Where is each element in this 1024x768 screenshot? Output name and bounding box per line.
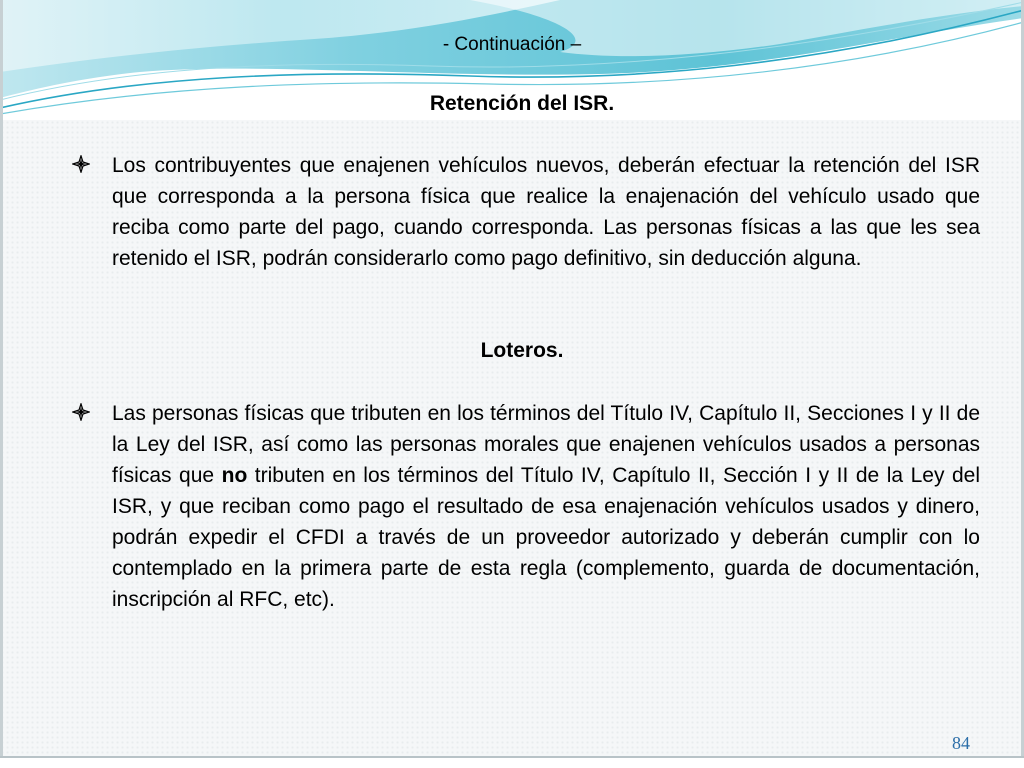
section-heading-retencion: Retención del ISR. [429, 92, 615, 115]
bullet-text-part: Las personas físicas que tributen en los términos del Título IV, Capítulo II, Secciones I y II de la Ley del ISR, así como las personas morales que enajenen vehículos usados a personas físicas que [112, 402, 980, 487]
bullet-text: Los contribuyentes que enajenen vehículos nuevos, deberán efectuar la retención del ISR que corresponda a la persona física que realice la enajenación del vehículo usado que reciba como parte del pago, cuando corresponda. Las personas físicas a las que les sea retenido el ISR, podrán considerarlo como pago definitivo, sin deducción alguna. [112, 154, 980, 270]
bullet-text-bold: no [221, 464, 248, 487]
frame-bottom-strip [0, 758, 1024, 768]
bullet-text-part: tributen en los términos del Título IV, Capítulo II, Sección I y II de la Ley del ISR, y que reciban como pago el resultado de esa enajenación vehículos usados y dinero, podrán expedir el CFDI a través de un proveedor autorizado y deberán cumplir con lo contemplado en la primera parte de esta regla (complemento, guarda de documentación, inscripción al RFC, etc). [112, 464, 980, 611]
section-heading-loteros: Loteros. [480, 339, 564, 362]
diamond-bullet-icon [72, 155, 90, 173]
bullet-item-loteros [72, 398, 980, 615]
page-number: 84 [952, 733, 970, 753]
diamond-bullet-icon [72, 403, 90, 421]
bullet-item-retencion [72, 150, 980, 274]
bullet-text [112, 398, 980, 615]
continuation-label: - Continuación – [442, 34, 582, 55]
